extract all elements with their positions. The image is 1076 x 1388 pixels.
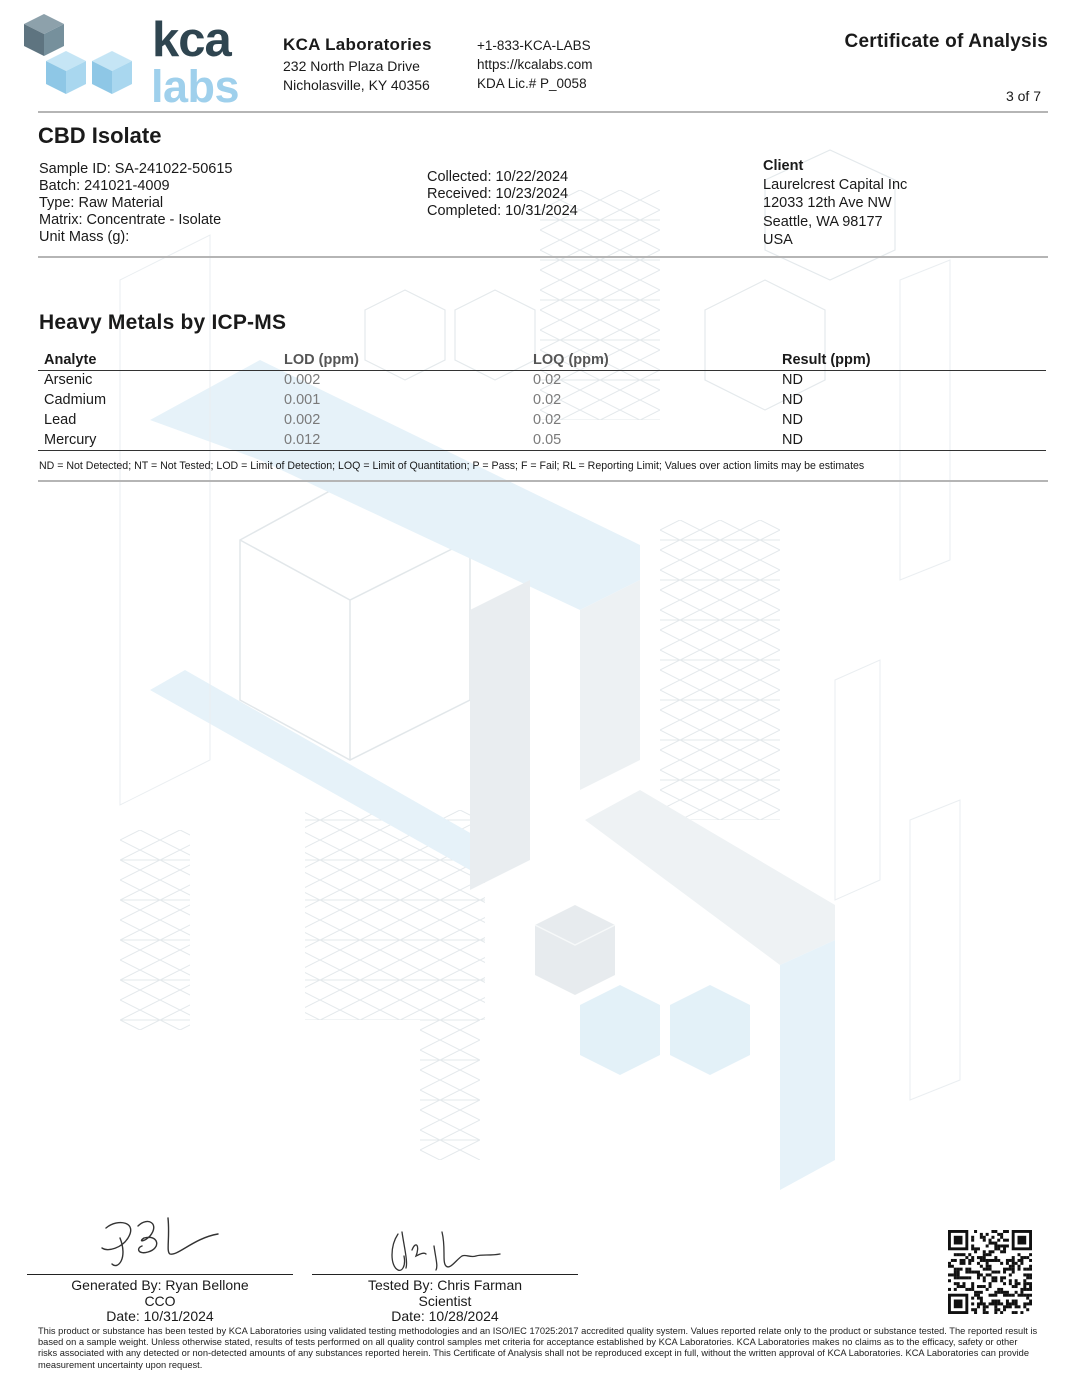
- logo-labs-text: labs: [151, 61, 240, 106]
- product-title: CBD Isolate: [38, 123, 162, 148]
- logo-kca-text: kca: [152, 14, 231, 67]
- analyte-cell: Mercury: [38, 430, 278, 450]
- loq-cell: 0.02: [533, 392, 562, 408]
- signer-role: Scientist: [418, 1292, 472, 1309]
- lab-license: KDA Lic.# P_0058: [477, 76, 587, 91]
- analyte-cell: Lead: [44, 412, 77, 428]
- signature-ryan-bellone: [98, 1208, 228, 1274]
- loq-cell: 0.02: [533, 412, 562, 428]
- page-number: 3 of 7: [1005, 88, 1041, 104]
- sample-batch: Batch: 241021-4009: [39, 178, 170, 194]
- lab-phone: +1-833-KCA-LABS: [477, 38, 591, 53]
- signature-chris-farman: [386, 1226, 506, 1276]
- signature-date: Date: 10/31/2024: [106, 1308, 214, 1324]
- kca-labs-logo: [22, 14, 262, 106]
- table-row: [38, 430, 1046, 450]
- client-city: Seattle, WA 98177: [763, 213, 883, 230]
- result-cell: ND: [776, 430, 1046, 450]
- lab-address-2: Nicholasville, KY 40356: [283, 77, 430, 93]
- result-cell: ND: [782, 412, 803, 428]
- sample-type: Type: Raw Material: [39, 195, 164, 211]
- header-loq: LOQ (ppm): [527, 351, 776, 370]
- signature-date: Date: 10/28/2024: [391, 1308, 499, 1324]
- lab-website[interactable]: https://kcalabs.com: [477, 57, 593, 72]
- signature-block-2: [312, 1278, 578, 1325]
- table-row: [38, 390, 1046, 410]
- document-title: Certificate of Analysis: [844, 31, 1048, 52]
- lab-address-1: 232 North Plaza Drive: [283, 58, 420, 74]
- lab-name: KCA Laboratories: [283, 35, 432, 54]
- sample-unit-mass: Unit Mass (g):: [39, 229, 130, 245]
- tested-by: Tested By: Chris Farman: [367, 1277, 523, 1293]
- analyte-cell: Arsenic: [44, 372, 93, 389]
- table-header-row: [38, 351, 1046, 370]
- generated-by: Generated By: Ryan Bellone: [71, 1277, 249, 1293]
- signature-block-1: [27, 1278, 293, 1325]
- header-divider: [38, 111, 1048, 113]
- sample-details: [39, 161, 232, 246]
- heavy-metals-table: [38, 351, 1046, 451]
- lod-cell: 0.002: [284, 412, 321, 428]
- result-cell: ND: [782, 392, 803, 408]
- signature-line-2: [312, 1274, 578, 1275]
- header-analyte: Analyte: [38, 351, 278, 370]
- legal-disclaimer: This product or substance has been tested by KCA Laboratories using validated testing methodologies and an ISO/IEC 17025:2017 accredited quality system. Values reported relate only to the product or substance tested. The reported result is based on a sample weight. Unless otherwise stated, results of tests performed on all quality control samples met criteria for acceptance established by KCA Laboratories. KCA Laboratories makes no claims as to the efficacy, safety or other risks associated with any detected or non-detected amounts of any substances reported herein. This Certificate of Analysis shall not be reproduced except in full, without the written approval of KCA Laboratories. KCA Laboratories can provide measurement uncertainty upon request.: [38, 1326, 1038, 1370]
- lod-cell: 0.001: [284, 392, 321, 408]
- client-details: [763, 157, 907, 250]
- signer-role: CCO: [144, 1292, 176, 1309]
- result-cell: ND: [782, 372, 803, 389]
- loq-cell: 0.05: [527, 430, 776, 450]
- table-divider: [38, 480, 1048, 482]
- header-lod: LOD (ppm): [278, 351, 527, 370]
- client-heading: Client: [763, 158, 804, 174]
- header-result: Result (ppm): [776, 351, 1046, 370]
- lod-cell: 0.012: [278, 430, 527, 450]
- completed-date: Completed: 10/31/2024: [427, 203, 578, 219]
- blue-cube-icon-left: [46, 51, 86, 94]
- analyte-cell: Cadmium: [44, 392, 107, 408]
- sample-id: Sample ID: SA-241022-50615: [39, 161, 233, 177]
- sample-matrix: Matrix: Concentrate - Isolate: [39, 212, 222, 228]
- collected-date: Collected: 10/22/2024: [427, 169, 569, 185]
- signature-line-1: [27, 1274, 293, 1275]
- loq-cell: 0.02: [533, 372, 562, 389]
- blue-cube-icon-right: [92, 51, 132, 94]
- lod-cell: 0.002: [284, 372, 321, 389]
- client-country: USA: [763, 232, 793, 248]
- sample-dates: [427, 169, 578, 220]
- heavy-metals-title: Heavy Metals by ICP-MS: [39, 311, 287, 334]
- received-date: Received: 10/23/2024: [427, 186, 569, 202]
- qr-code-icon[interactable]: [948, 1230, 1032, 1314]
- table-row: [38, 370, 1046, 390]
- table-row: [38, 410, 1046, 430]
- client-street: 12033 12th Ave NW: [763, 195, 892, 211]
- gray-cube-icon: [24, 14, 64, 56]
- sample-divider: [38, 256, 1048, 258]
- client-name: Laurelcrest Capital Inc: [763, 176, 908, 193]
- abbreviation-legend: ND = Not Detected; NT = Not Tested; LOD = Limit of Detection; LOQ = Limit of Quantitation; P = Pass; F = Fail; RL = Reporting Limit; Values over action limits may be estimates: [39, 460, 865, 472]
